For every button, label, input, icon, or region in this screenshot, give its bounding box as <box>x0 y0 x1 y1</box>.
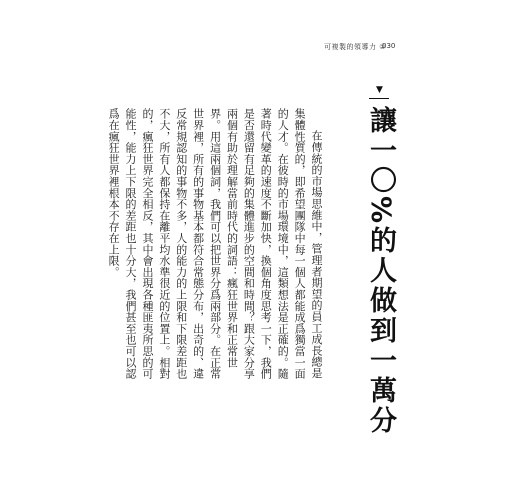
heading-divider <box>369 98 389 99</box>
running-header <box>0 0 520 51</box>
page-number: 030 <box>382 42 396 50</box>
body-paragraph: 在傳統的市場思維中，管理者期望的員工成長總是集體性質的，即希望團隊中每一個人都能成爲獨當一面的人才。在彼時的市場環境中，這類想法是正確的。隨著時代變革的速度不斷加快，換個角度思考一下，我們是否還留有足夠的集體進步的空間和時間？跟大家分享兩個有助於理解當前時代的詞語：瘋狂世界和正常世界。用這兩個詞，我們可以把世界分爲兩部分。在正常世界裡，所有的事物基本都符合常態分布，出奇的、違反常規認知的事物不多，人的能力的上限和下限差距也不大，所有人都保持在離平均水準很近的位置上。相對的，瘋狂世界完全相反，其中會出現各種匪夷所思的可能性，能力上下限的差距也十分大，我們甚至也可以認爲在瘋狂世界裡根本不存在上限。 <box>107 108 323 380</box>
book-title: 可複製的領導力 ② <box>324 43 387 51</box>
heading-marker-icon: ▼ <box>376 85 383 95</box>
body-text <box>107 108 324 388</box>
chapter-heading: 讓一〇%的人做到一萬分 <box>365 106 396 437</box>
